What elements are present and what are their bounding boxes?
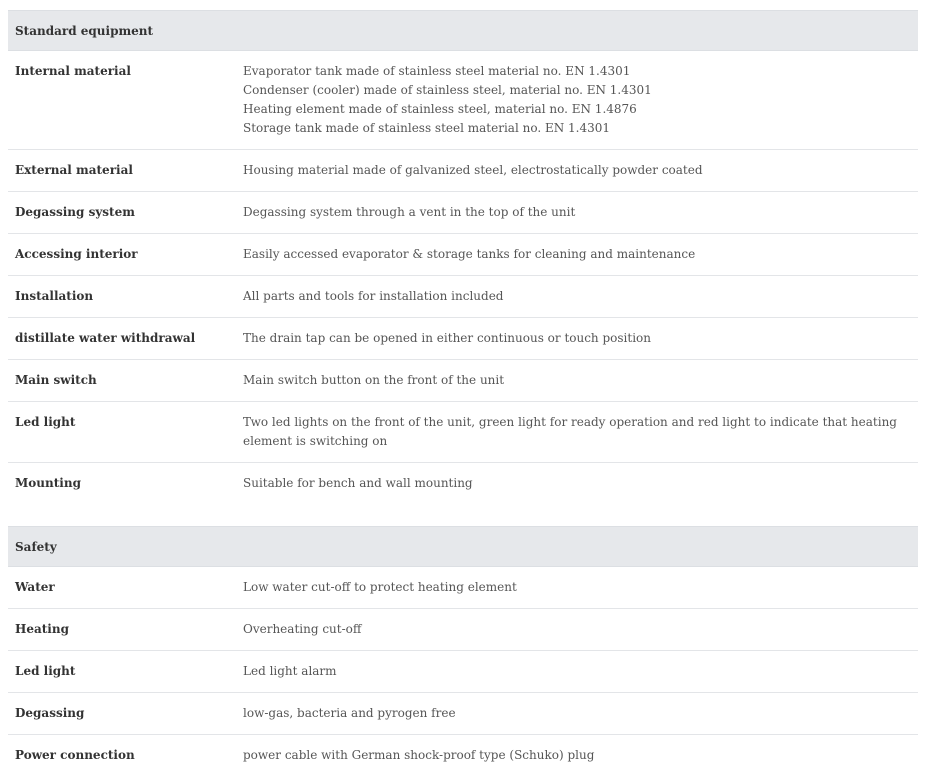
row-label: distillate water withdrawal (15, 331, 196, 345)
spec-row-accessing-interior (8, 234, 918, 276)
row-value: Overheating cut-off (243, 622, 362, 636)
row-value: Suitable for bench and wall mounting (243, 476, 473, 490)
spec-row-mounting (8, 463, 918, 504)
row-label: Led light (15, 664, 76, 678)
standard-equipment-section (8, 10, 918, 504)
row-label: Degassing system (15, 205, 135, 219)
spec-row-power-connection (8, 735, 918, 776)
row-label: Main switch (15, 373, 97, 387)
row-label: Power connection (15, 748, 135, 762)
spec-row-degassing-system (8, 192, 918, 234)
row-label: Led light (15, 415, 76, 429)
spec-row-distillate-withdrawal (8, 318, 918, 360)
row-value: Housing material made of galvanized steel, electrostatically powder coated (243, 163, 703, 177)
row-label: Accessing interior (15, 247, 138, 261)
spec-row-main-switch (8, 360, 918, 402)
value-line: Heating element made of stainless steel, material no. EN 1.4876 (243, 102, 637, 116)
row-label: Degassing (15, 706, 85, 720)
row-value: Main switch button on the front of the unit (243, 373, 505, 387)
value-line: Evaporator tank made of stainless steel material no. EN 1.4301 (243, 64, 631, 78)
row-value (243, 51, 918, 149)
row-label: Mounting (15, 476, 81, 490)
row-value: power cable with German shock-proof type (Schuko) plug (243, 748, 595, 762)
row-label: Heating (15, 622, 69, 636)
row-value: Led light alarm (243, 664, 337, 678)
spec-row-heating (8, 609, 918, 651)
value-line: Condenser (cooler) made of stainless steel, material no. EN 1.4301 (243, 83, 652, 97)
row-label: Water (15, 580, 55, 594)
spec-row-internal-material (8, 51, 918, 150)
section-spacer (8, 504, 918, 526)
row-value: Degassing system through a vent in the top of the unit (243, 205, 576, 219)
safety-section (8, 526, 918, 776)
spec-row-led-light (8, 402, 918, 463)
row-value: All parts and tools for installation included (243, 289, 504, 303)
row-value: Low water cut-off to protect heating element (243, 580, 517, 594)
spec-row-led-light-alarm (8, 651, 918, 693)
row-value: The drain tap can be opened in either continuous or touch position (243, 331, 651, 345)
row-value: low-gas, bacteria and pyrogen free (243, 706, 456, 720)
spec-row-water (8, 567, 918, 609)
row-value: Easily accessed evaporator & storage tanks for cleaning and maintenance (243, 247, 696, 261)
spec-row-external-material (8, 150, 918, 192)
row-value: Two led lights on the front of the unit, green light for ready operation and red light to indicate that heating element is switching on (243, 415, 897, 448)
value-line: Storage tank made of stainless steel material no. EN 1.4301 (243, 121, 611, 135)
row-label: Installation (15, 289, 94, 303)
section-header: Standard equipment (8, 10, 918, 51)
section-header: Safety (8, 526, 918, 567)
spec-row-installation (8, 276, 918, 318)
row-label: External material (15, 163, 133, 177)
row-label: Internal material (15, 64, 131, 78)
spec-row-degassing (8, 693, 918, 735)
